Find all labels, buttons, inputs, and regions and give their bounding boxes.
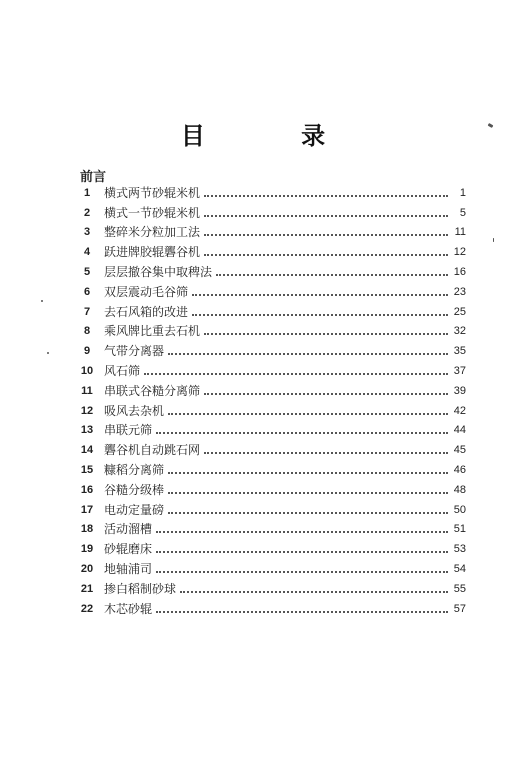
- dot-leader: [144, 363, 448, 375]
- entry-number: 19: [80, 543, 94, 556]
- entry-page-number: 53: [453, 543, 466, 556]
- dot-leader: [216, 264, 448, 276]
- entry-number: 11: [81, 384, 93, 397]
- dot-leader: [168, 482, 448, 494]
- entry-title: 谷糙分级棒: [104, 482, 165, 497]
- toc-entry[interactable]: [76, 520, 466, 540]
- toc-entry[interactable]: [76, 282, 466, 302]
- toc-entry[interactable]: [76, 203, 466, 223]
- entry-number: 8: [83, 325, 91, 338]
- entry-number: 3: [83, 226, 91, 239]
- entry-page-number: 54: [453, 563, 466, 576]
- entry-number: 22: [80, 602, 94, 615]
- dot-leader: [192, 284, 448, 296]
- entry-title: 电动定量磅: [104, 502, 165, 517]
- entry-title: 整碎米分粒加工法: [104, 225, 201, 240]
- toc-entry[interactable]: [76, 579, 466, 599]
- entry-title: 风石筛: [104, 364, 141, 379]
- entry-number: 7: [83, 305, 91, 318]
- scan-speck: [41, 300, 43, 302]
- entry-number: 21: [80, 582, 94, 595]
- entry-page-number: 5: [459, 206, 466, 219]
- preface-link[interactable]: 前言: [80, 170, 107, 185]
- entry-title: 掺白稻制砂球: [104, 581, 177, 596]
- entry-page-number: 25: [453, 305, 466, 318]
- entry-page-number: 50: [453, 503, 466, 516]
- toc-entry[interactable]: [76, 223, 466, 243]
- entry-page-number: 44: [453, 424, 466, 437]
- entry-page-number: 12: [453, 246, 466, 259]
- entry-page-number: 16: [453, 266, 466, 279]
- entry-title: 串联元筛: [104, 423, 153, 438]
- entry-number: 10: [80, 365, 94, 378]
- entry-page-number: 51: [453, 523, 466, 536]
- entry-title: 木芯砂辊: [104, 601, 153, 616]
- dot-leader: [204, 383, 448, 395]
- entry-title: 气带分离器: [104, 344, 165, 359]
- dot-leader: [180, 581, 448, 593]
- dot-leader: [204, 244, 448, 256]
- entry-page-number: 45: [453, 444, 466, 457]
- dot-leader: [168, 502, 448, 514]
- toc-entry[interactable]: [76, 599, 466, 619]
- entry-page-number: 39: [453, 384, 466, 397]
- toc-entry[interactable]: [76, 559, 466, 579]
- entry-page-number: 35: [453, 345, 466, 358]
- entry-number: 13: [80, 424, 94, 437]
- dot-leader: [156, 601, 448, 613]
- dot-leader: [204, 224, 448, 236]
- entry-number: 15: [80, 464, 94, 477]
- toc-entry[interactable]: [76, 322, 466, 342]
- toc-entry[interactable]: [76, 361, 466, 381]
- toc-entry[interactable]: [76, 183, 466, 203]
- dot-leader: [168, 462, 448, 474]
- dot-leader: [156, 521, 448, 533]
- entry-title: 糠稻分离筛: [104, 463, 165, 478]
- entry-title: 礱谷机自动跳石网: [104, 443, 201, 458]
- entry-number: 1: [83, 186, 91, 199]
- toc-entry[interactable]: [76, 341, 466, 361]
- entry-page-number: 48: [453, 483, 466, 496]
- entry-number: 9: [83, 345, 91, 358]
- table-of-contents: [76, 183, 466, 619]
- dot-leader: [204, 205, 448, 217]
- entry-title: 跃进牌胶辊礱谷机: [104, 245, 201, 260]
- entry-page-number: 11: [454, 226, 466, 239]
- entry-page-number: 42: [453, 404, 466, 417]
- entry-title: 层层撤谷集中取稗法: [104, 265, 213, 280]
- dot-leader: [168, 343, 448, 355]
- page-title: 目 录: [180, 121, 370, 150]
- toc-entry[interactable]: [76, 381, 466, 401]
- entry-title: 横式一节砂辊米机: [104, 205, 201, 220]
- dot-leader: [204, 185, 448, 197]
- entry-number: 12: [80, 404, 94, 417]
- entry-page-number: 1: [459, 186, 466, 199]
- entry-title: 吸风去杂机: [104, 403, 165, 418]
- entry-title: 地轴浦司: [104, 562, 153, 577]
- entry-number: 5: [83, 266, 91, 279]
- entry-title: 乘风牌比重去石机: [104, 324, 201, 339]
- toc-entry[interactable]: [76, 401, 466, 421]
- entry-page-number: 57: [453, 602, 466, 615]
- entry-title: 去石风箱的改进: [104, 304, 189, 319]
- dot-leader: [204, 323, 448, 335]
- entry-page-number: 32: [453, 325, 466, 338]
- entry-number: 6: [83, 285, 91, 298]
- dot-leader: [192, 304, 448, 316]
- toc-entry[interactable]: [76, 500, 466, 520]
- toc-entry[interactable]: [76, 440, 466, 460]
- toc-entry[interactable]: [76, 262, 466, 282]
- toc-entry[interactable]: [76, 242, 466, 262]
- entry-number: 14: [80, 444, 94, 457]
- dot-leader: [156, 561, 448, 573]
- toc-entry[interactable]: [76, 460, 466, 480]
- entry-page-number: 23: [453, 285, 466, 298]
- entry-number: 16: [80, 483, 94, 496]
- toc-entry[interactable]: [76, 302, 466, 322]
- entry-number: 20: [80, 563, 94, 576]
- dot-leader: [204, 442, 448, 454]
- toc-entry[interactable]: [76, 539, 466, 559]
- scan-speck: [493, 238, 494, 242]
- entry-title: 串联式谷糙分离筛: [104, 383, 201, 398]
- entry-number: 4: [83, 246, 91, 259]
- dot-leader: [156, 541, 448, 553]
- scan-speck: [47, 352, 49, 354]
- toc-entry[interactable]: [76, 480, 466, 500]
- dot-leader: [168, 403, 448, 415]
- entry-number: 18: [80, 523, 94, 536]
- dot-leader: [156, 422, 448, 434]
- entry-title: 双层震动毛谷筛: [104, 284, 189, 299]
- entry-title: 活动溜槽: [104, 522, 153, 537]
- entry-page-number: 55: [453, 582, 466, 595]
- entry-title: 砂辊磨床: [104, 542, 153, 557]
- entry-title: 横式两节砂辊米机: [104, 185, 201, 200]
- entry-number: 2: [83, 206, 91, 219]
- entry-page-number: 46: [453, 464, 466, 477]
- entry-number: 17: [80, 503, 94, 516]
- toc-entry[interactable]: [76, 421, 466, 441]
- entry-page-number: 37: [453, 365, 466, 378]
